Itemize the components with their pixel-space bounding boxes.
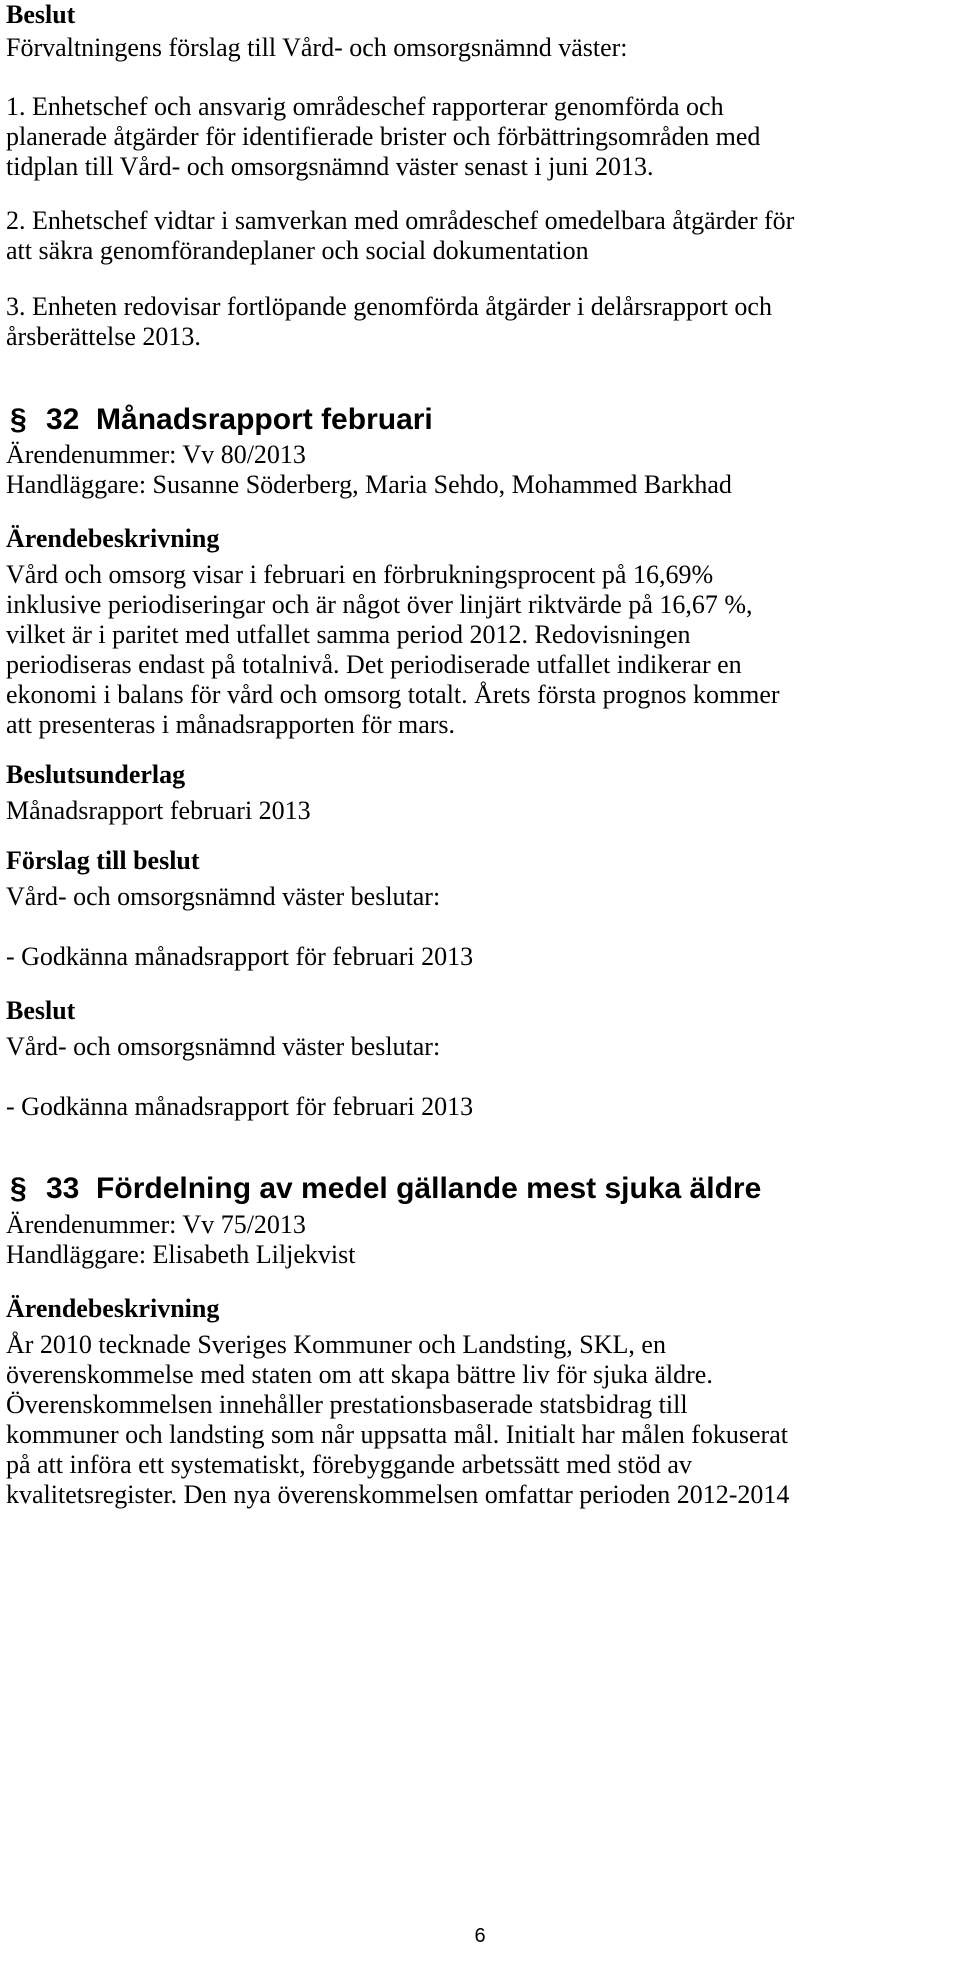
section-33-title: 33 Fördelning av medel gällande mest sjuka äldre xyxy=(46,1172,762,1205)
section-32-forslag-intro: Vård- och omsorgsnämnd väster beslutar: xyxy=(6,882,441,911)
section-32-beskrivning-line-6: att presenteras i månadsrapporten för mars. xyxy=(6,710,456,739)
section-32-forslag-heading: Förslag till beslut xyxy=(6,846,200,875)
section-32-title: 32 Månadsrapport februari xyxy=(46,403,433,436)
section-33-beskrivning-heading: Ärendebeskrivning xyxy=(6,1294,220,1323)
section-32-handlaggare: Handläggare: Susanne Söderberg, Maria Sehdo, Mohammed Barkhad xyxy=(6,470,732,499)
section-32-beslut-intro: Vård- och omsorgsnämnd väster beslutar: xyxy=(6,1032,441,1061)
item-1-line-3: tidplan till Vård- och omsorgsnämnd väster senast i juni 2013. xyxy=(6,152,654,181)
section-32-forslag-item: - Godkänna månadsrapport för februari 2013 xyxy=(6,942,474,971)
section-32-beslut-item: - Godkänna månadsrapport för februari 2013 xyxy=(6,1092,474,1121)
section-32-underlag: Månadsrapport februari 2013 xyxy=(6,796,311,825)
item-2-line-2: att säkra genomförandeplaner och social dokumentation xyxy=(6,236,589,265)
section-32-beskrivning-line-5: ekonomi i balans för vård och omsorg totalt. Årets första prognos kommer xyxy=(6,680,780,709)
section-32-beskrivning-line-4: periodiseras endast på totalnivå. Det periodiserade utfallet indikerar en xyxy=(6,650,742,679)
section-33-beskrivning-line-2: överenskommelse med staten om att skapa bättre liv för sjuka äldre. xyxy=(6,1360,713,1389)
item-3-line-1: 3. Enheten redovisar fortlöpande genomförda åtgärder i delårsrapport och xyxy=(6,292,772,321)
section-32-beslut-heading: Beslut xyxy=(6,996,76,1025)
section-33-beskrivning-line-3: Överenskommelsen innehåller prestationsbaserade statsbidrag till xyxy=(6,1390,688,1419)
page-number: 6 xyxy=(474,1925,486,1947)
section-33-beskrivning-line-5: på att införa ett systematiskt, förebyggande arbetssätt med stöd av xyxy=(6,1450,692,1479)
section-32-beskrivning-line-1: Vård och omsorg visar i februari en förbrukningsprocent på 16,69% xyxy=(6,560,714,589)
item-1-line-1: 1. Enhetschef och ansvarig områdeschef rapporterar genomförda och xyxy=(6,92,724,121)
section-32-beskrivning-heading: Ärendebeskrivning xyxy=(6,524,220,553)
section-32-beskrivning-line-3: vilket är i paritet med utfallet samma period 2012. Redovisningen xyxy=(6,620,691,649)
item-2-line-1: 2. Enhetschef vidtar i samverkan med områdeschef omedelbara åtgärder för xyxy=(6,206,795,235)
section-33-beskrivning-line-6: kvalitetsregister. Den nya överenskommelsen omfattar perioden 2012-2014 xyxy=(6,1480,790,1509)
section-symbol: § xyxy=(10,1172,27,1205)
section-32-beskrivning-line-2: inklusive periodiseringar och är något över linjärt riktvärde på 16,67 %, xyxy=(6,590,753,619)
item-3-line-2: årsberättelse 2013. xyxy=(6,322,201,351)
section-33-beskrivning-line-4: kommuner och landsting som når uppsatta mål. Initialt har målen fokuserat xyxy=(6,1420,788,1449)
beslut-heading: Beslut xyxy=(6,0,76,29)
section-33-heading xyxy=(10,1172,761,1206)
section-33-handlaggare: Handläggare: Elisabeth Liljekvist xyxy=(6,1240,356,1269)
section-32-arendenummer: Ärendenummer: Vv 80/2013 xyxy=(6,440,306,469)
forvaltning-intro: Förvaltningens förslag till Vård- och omsorgsnämnd väster: xyxy=(6,33,628,62)
section-33-beskrivning-line-1: År 2010 tecknade Sveriges Kommuner och Landsting, SKL, en xyxy=(6,1330,666,1359)
section-32-underlag-heading: Beslutsunderlag xyxy=(6,760,186,789)
item-1-line-2: planerade åtgärder för identifierade brister och förbättringsområden med xyxy=(6,122,761,151)
section-symbol: § xyxy=(10,403,27,436)
section-33-arendenummer: Ärendenummer: Vv 75/2013 xyxy=(6,1210,306,1239)
section-32-heading xyxy=(10,403,433,437)
